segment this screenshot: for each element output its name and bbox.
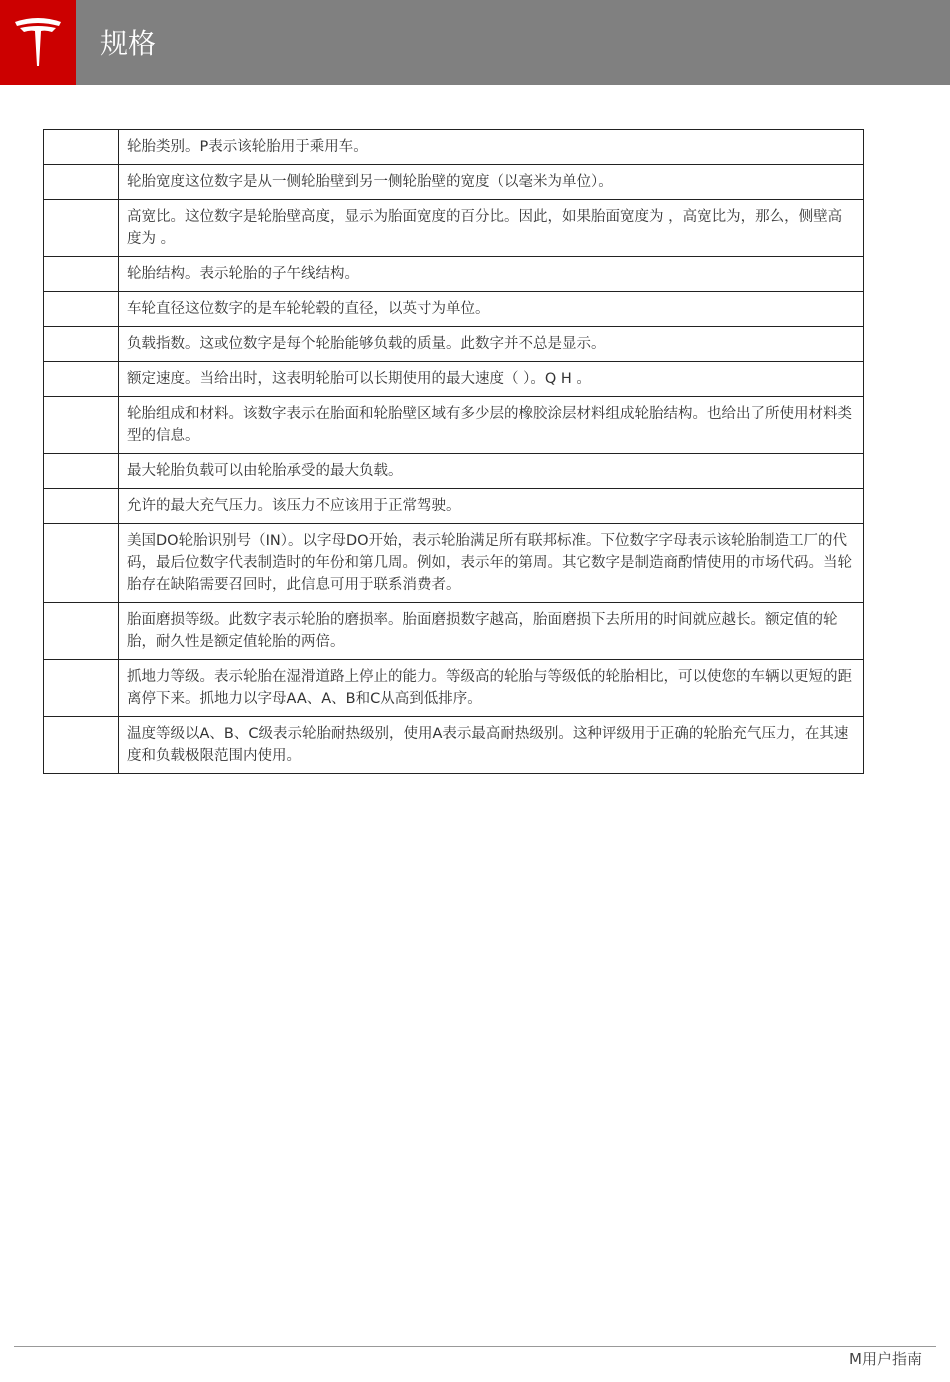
row-description: 轮胎组成和材料。该数字表示在胎面和轮胎壁区域有多少层的橡胶涂层材料组成轮胎结构。也给出了所使用材料类型的信息。	[119, 397, 864, 454]
row-description: 抓地力等级。表示轮胎在湿滑道路上停止的能力。等级高的轮胎与等级低的轮胎相比，可以使您的车辆以更短的距离停下来。抓地力以字母AA、A、B和C从高到低排序。	[119, 660, 864, 717]
row-number	[44, 717, 119, 774]
row-number	[44, 524, 119, 603]
row-number	[44, 327, 119, 362]
row-description: 胎面磨损等级。此数字表示轮胎的磨损率。胎面磨损数字越高，胎面磨损下去所用的时间就应越长。额定值的轮胎，耐久性是额定值轮胎的两倍。	[119, 603, 864, 660]
row-description: 最大轮胎负载可以由轮胎承受的最大负载。	[119, 454, 864, 489]
header-bar	[0, 0, 950, 85]
row-description: 轮胎结构。表示轮胎的子午线结构。	[119, 257, 864, 292]
table-row	[44, 397, 864, 454]
row-description: 允许的最大充气压力。该压力不应该用于正常驾驶。	[119, 489, 864, 524]
brand-logo	[0, 0, 76, 85]
table-row	[44, 292, 864, 327]
table-row	[44, 257, 864, 292]
table-row	[44, 130, 864, 165]
table-row	[44, 603, 864, 660]
row-description: 温度等级以A、B、C级表示轮胎耐热级别，使用A表示最高耐热级别。这种评级用于正确的轮胎充气压力，在其速度和负载极限范围内使用。	[119, 717, 864, 774]
table-row	[44, 362, 864, 397]
page-title: 规格	[100, 27, 157, 60]
row-description: 轮胎宽度这位数字是从一侧轮胎壁到另一侧轮胎壁的宽度（以毫米为单位）。	[119, 165, 864, 200]
row-number	[44, 130, 119, 165]
row-number	[44, 200, 119, 257]
row-description: 额定速度。当给出时，这表明轮胎可以长期使用的最大速度（ ）。Q H 。	[119, 362, 864, 397]
row-description: 高宽比。这位数字是轮胎壁高度，显示为胎面宽度的百分比。因此，如果胎面宽度为 ，高宽比为，那么，侧壁高度为 。	[119, 200, 864, 257]
row-number	[44, 397, 119, 454]
row-number	[44, 454, 119, 489]
row-number	[44, 660, 119, 717]
table-row	[44, 524, 864, 603]
row-number	[44, 257, 119, 292]
tesla-logo-icon	[13, 16, 63, 68]
row-number	[44, 603, 119, 660]
tire-spec-table	[43, 129, 864, 774]
table-row	[44, 454, 864, 489]
row-number	[44, 165, 119, 200]
table-row	[44, 660, 864, 717]
footer-divider	[14, 1346, 936, 1347]
guide-title: M用户指南	[849, 1350, 922, 1368]
table-row	[44, 717, 864, 774]
row-number	[44, 292, 119, 327]
row-description: 美国DO轮胎识别号（IN）。以字母DO开始，表示轮胎满足所有联邦标准。下位数字字母表示该轮胎制造工厂的代码，最后位数字代表制造时的年份和第几周。例如，表示年的第周。其它数字是制造商酌情使用的市场代码。当轮胎存在缺陷需要召回时，此信息可用于联系消费者。	[119, 524, 864, 603]
table-row	[44, 200, 864, 257]
row-number	[44, 362, 119, 397]
row-number	[44, 489, 119, 524]
row-description: 车轮直径这位数字的是车轮轮毂的直径，以英寸为单位。	[119, 292, 864, 327]
table-row	[44, 489, 864, 524]
table-row	[44, 165, 864, 200]
row-description: 负载指数。这或位数字是每个轮胎能够负载的质量。此数字并不总是显示。	[119, 327, 864, 362]
row-description: 轮胎类别。P表示该轮胎用于乘用车。	[119, 130, 864, 165]
table-row	[44, 327, 864, 362]
